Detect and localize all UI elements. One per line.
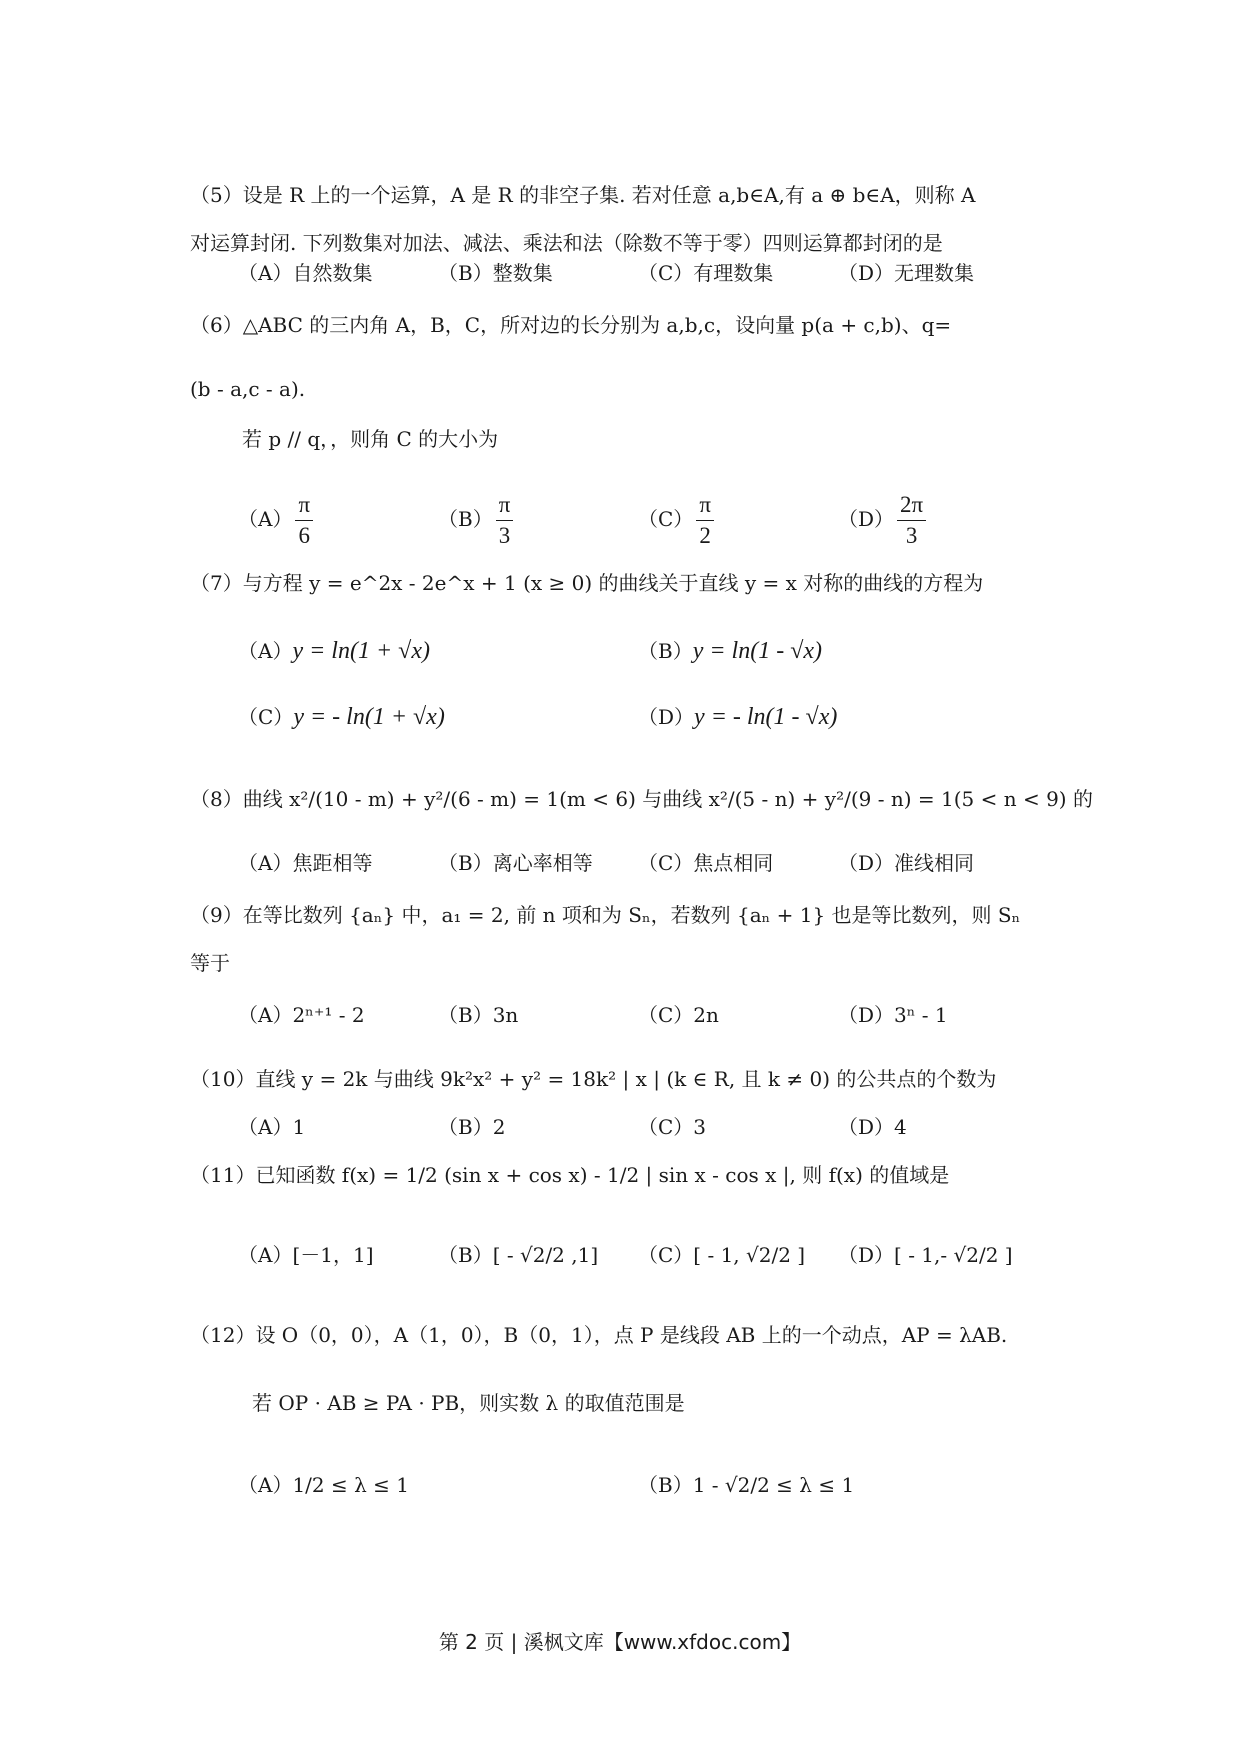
- q8-option-a: （A）焦距相等: [238, 851, 373, 875]
- q5-option-b: （B）整数集: [438, 261, 553, 285]
- q5-option-d: （D）无理数集: [838, 261, 975, 285]
- q7-line1: （7）与方程 y = e^2x - 2e^x + 1 (x ≥ 0) 的曲线关于直线 y = x 对称的曲线的方程为: [190, 571, 984, 595]
- q6-line3: 若 p // q，，则角 C 的大小为: [242, 427, 499, 451]
- q6-option-c-fraction: $\frac{\pi}{2}$: [696, 490, 714, 551]
- q10-option-b: （B）2: [438, 1115, 506, 1139]
- q11-option-b: （B）[ - √2/2 ,1]: [438, 1243, 599, 1267]
- q6-option-a: [238, 490, 316, 551]
- q9-option-c: （C）2n: [638, 1003, 719, 1027]
- q8-option-b: （B）离心率相等: [438, 851, 593, 875]
- q10-option-d: （D）4: [838, 1115, 907, 1139]
- q6-option-a-label: （A）: [238, 507, 293, 531]
- q12-line2: 若 OP · AB ≥ PA · PB，则实数 λ 的取值范围是: [252, 1391, 685, 1415]
- q5-line2: 对运算封闭. 下列数集对加法、减法、乘法和法（除数不等于零）四则运算都封闭的是: [190, 231, 943, 255]
- q5-option-a: （A）自然数集: [238, 261, 373, 285]
- q9-line1: （9）在等比数列 {aₙ} 中，a₁ = 2, 前 n 项和为 Sₙ，若数列 {aₙ + 1} 也是等比数列，则 Sₙ: [190, 903, 1021, 927]
- q10-option-a: （A）1: [238, 1115, 306, 1139]
- q6-option-b-label: （B）: [438, 507, 493, 531]
- q7-option-a-expr: y = ln(1 + √x): [292, 638, 430, 664]
- q6-line2: (b - a,c - a).: [190, 377, 306, 401]
- q12-option-a: （A）1/2 ≤ λ ≤ 1: [238, 1473, 409, 1497]
- q7-option-d: （D）y = - ln(1 - √x): [638, 704, 838, 730]
- q10-option-c: （C）3: [638, 1115, 707, 1139]
- q11-option-d: （D）[ - 1,- √2/2 ]: [838, 1243, 1013, 1267]
- q9-option-d: （D）3ⁿ - 1: [838, 1003, 948, 1027]
- q8-line1: （8）曲线 x²/(10 - m) + y²/(6 - m) = 1(m < 6) 与曲线 x²/(5 - n) + y²/(9 - n) = 1(5 < n < 9) 的: [190, 787, 1093, 811]
- q6-option-b-fraction: $\frac{\pi}{3}$: [496, 490, 514, 551]
- q6-option-d-fraction: $\frac{2\pi}{3}$: [897, 490, 926, 551]
- q10-line1: （10）直线 y = 2k 与曲线 9k²x² + y² = 18k² | x | (k ∈ R, 且 k ≠ 0) 的公共点的个数为: [190, 1067, 997, 1091]
- q6-option-a-fraction: $\frac{\pi}{6}$: [295, 490, 313, 551]
- q8-option-c: （C）焦点相同: [638, 851, 774, 875]
- q5-option-c: （C）有理数集: [638, 261, 774, 285]
- q5-line1: （5）设是 R 上的一个运算，A 是 R 的非空子集. 若对任意 a,b∈A,有 a ⊕ b∈A，则称 A: [190, 183, 976, 207]
- q12-option-b: （B）1 - √2/2 ≤ λ ≤ 1: [638, 1473, 855, 1497]
- q12-line1: （12）设 O（0，0），A（1，0），B（0，1），点 P 是线段 AB 上的一个动点，AP = λAB.: [190, 1323, 1008, 1347]
- q7-option-a: （A）y = ln(1 + √x): [238, 638, 430, 664]
- q7-option-b: （B）y = ln(1 - √x): [638, 638, 823, 664]
- q6-option-d: [838, 490, 929, 551]
- page-footer: 第 2 页 | 溪枫文库【www.xfdoc.com】: [438, 1630, 802, 1654]
- q11-line1: （11）已知函数 f(x) = 1/2 (sin x + cos x) - 1/2 | sin x - cos x |, 则 f(x) 的值域是: [190, 1163, 950, 1187]
- q6-option-c-label: （C）: [638, 507, 694, 531]
- q9-line2: 等于: [190, 951, 230, 975]
- q6-option-c: [638, 490, 717, 551]
- q6-option-b: [438, 490, 516, 551]
- q11-option-c: （C）[ - 1, √2/2 ]: [638, 1243, 806, 1267]
- q6-line1: （6）△ABC 的三内角 A，B，C，所对边的长分别为 a,b,c，设向量 p(a + c,b)、q=: [190, 313, 952, 337]
- q11-option-a: （A）[－1，1]: [238, 1243, 374, 1267]
- q9-option-a: （A）2ⁿ⁺¹ - 2: [238, 1003, 365, 1027]
- q7-option-d-expr: y = - ln(1 - √x): [694, 704, 838, 730]
- q7-option-c: （C）y = - ln(1 + √x): [238, 704, 445, 730]
- q9-option-b: （B）3n: [438, 1003, 519, 1027]
- q7-option-c-expr: y = - ln(1 + √x): [293, 704, 445, 730]
- q8-option-d: （D）准线相同: [838, 851, 975, 875]
- q6-option-d-label: （D）: [838, 507, 895, 531]
- q7-option-b-expr: y = ln(1 - √x): [692, 638, 823, 664]
